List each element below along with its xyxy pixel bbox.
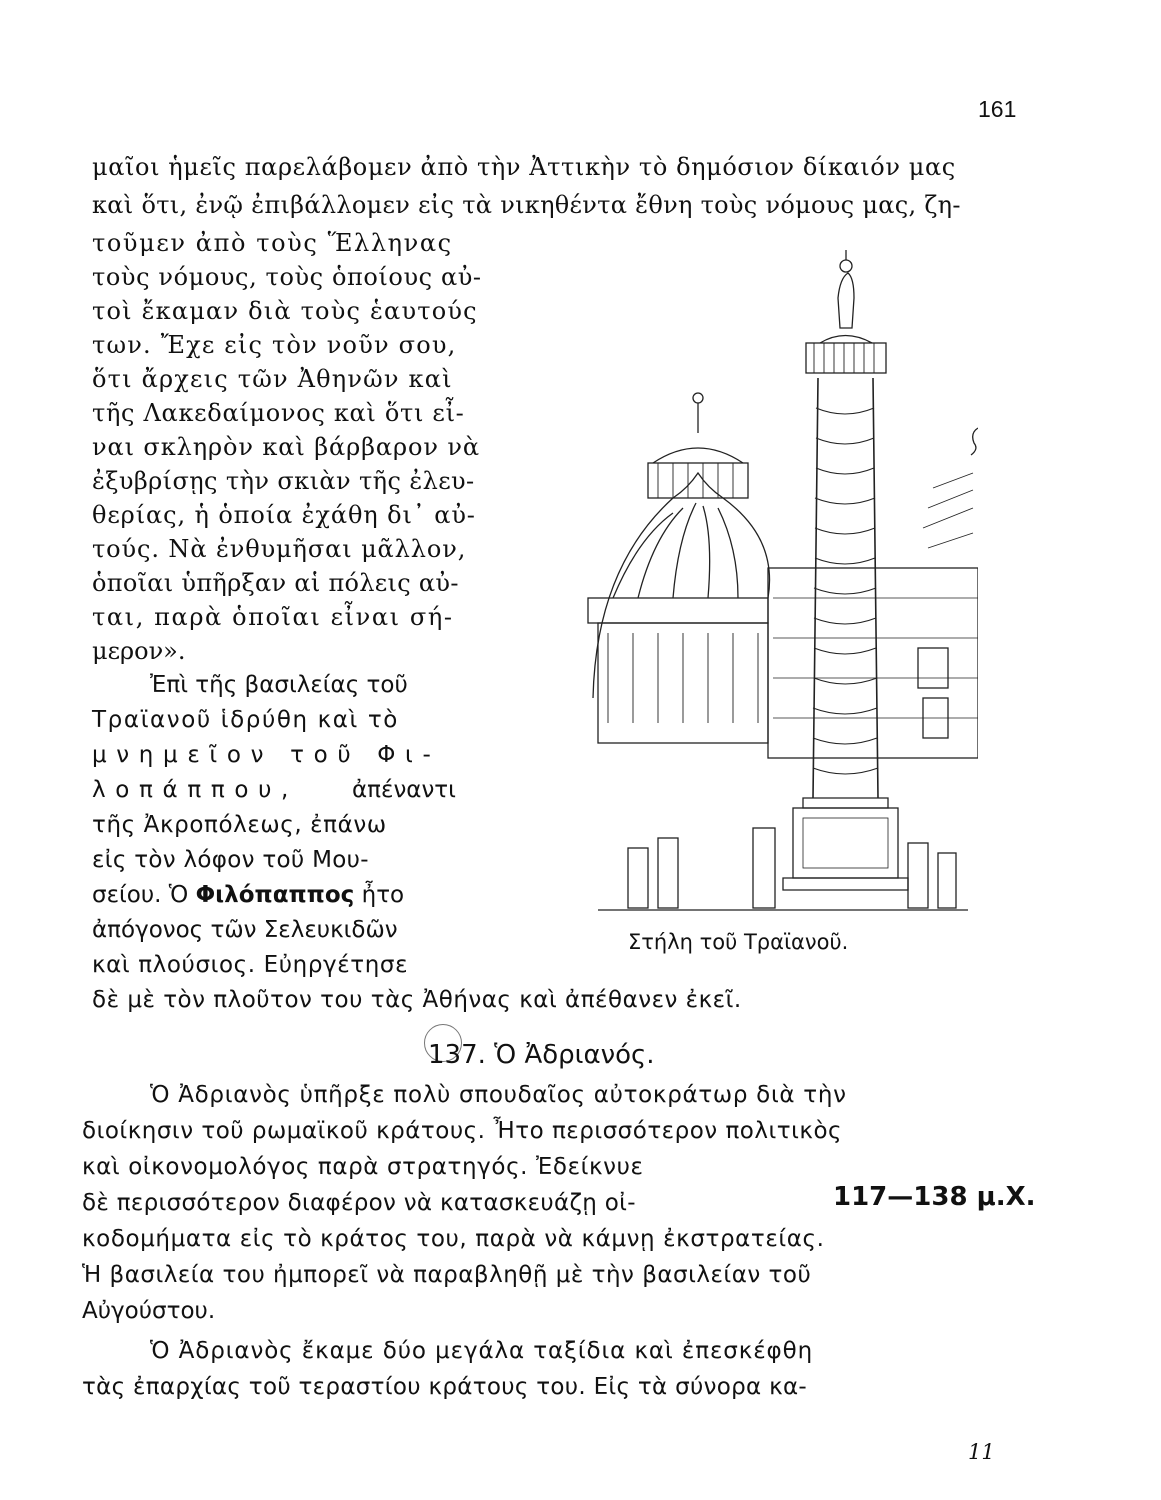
text-line: μαῖοι ἡμεῖς παρελάβομεν ἀπὸ τὴν Ἀττικὴν τὸ δημόσιον δίκαιόν μας bbox=[92, 153, 956, 181]
text-line bbox=[92, 880, 404, 910]
text-line: θερίας, ἡ ὁποία ἐχάθη δι᾽ αὐ- bbox=[92, 501, 476, 529]
signature-sheet-number: 11 bbox=[968, 1440, 995, 1464]
page-number: 161 bbox=[978, 96, 1017, 122]
section-number: 137. bbox=[428, 1040, 486, 1070]
text-line: Αὐγούστου. bbox=[82, 1298, 216, 1324]
text-line: ἐξυβρίσῃς τὴν σκιὰν τῆς ἐλευ- bbox=[92, 467, 475, 495]
text-line: Ἡ βασιλεία του ἠμπορεῖ νὰ παραβληθῇ μὲ τὴν βασιλείαν τοῦ bbox=[82, 1262, 812, 1288]
text-line: ἀπόγονος τῶν Σελευκιδῶν bbox=[92, 917, 398, 943]
text-line: Ἐπὶ τῆς βασιλείας τοῦ bbox=[150, 672, 408, 698]
figure-caption: Στήλη τοῦ Τραϊανοῦ. bbox=[628, 930, 849, 954]
text-line: διοίκησιν τοῦ ρωμαϊκοῦ κράτους. Ἦτο περισσότερον πολιτικὸς bbox=[82, 1118, 843, 1144]
text-line: καὶ οἰκονομολόγος παρὰ στρατηγός. Ἐδείκνυε bbox=[82, 1154, 644, 1180]
text-line: Τραϊανοῦ ἱδρύθη καὶ τὸ bbox=[92, 707, 399, 733]
text-line: Ὁ Ἀδριανὸς ὑπῆρξε πολὺ σπουδαῖος αὐτοκράτωρ διὰ τὴν bbox=[150, 1082, 847, 1108]
text-bold-name: Φιλόπαππος bbox=[195, 882, 355, 908]
date-range: 117—138 μ.Χ. bbox=[833, 1182, 1036, 1212]
text-before-bold: σείου. Ὁ bbox=[92, 882, 196, 908]
text-line: τούς. Νὰ ἐνθυμῆσαι μᾶλλον, bbox=[92, 535, 467, 563]
text-after-bold: ἦτο bbox=[354, 882, 405, 908]
text-line: των. Ἔχε εἰς τὸν νοῦν σου, bbox=[92, 331, 457, 359]
text-line: ται, παρὰ ὁποῖαι εἶναι σή- bbox=[92, 603, 454, 631]
section-title: Ὁ Ἀδριανός. bbox=[494, 1040, 655, 1070]
text-spaced: λοπάππου, bbox=[92, 777, 299, 803]
section-heading bbox=[428, 1040, 655, 1070]
trajan-column-illustration bbox=[578, 238, 978, 928]
text-line: τὰς ἐπαρχίας τοῦ τεραστίου κράτους του. Εἰς τὰ σύνορα κα- bbox=[82, 1374, 808, 1400]
text-line: δὲ μὲ τὸν πλοῦτον του τὰς Ἀθήνας καὶ ἀπέθανεν ἐκεῖ. bbox=[92, 987, 742, 1013]
text-line: μερον». bbox=[92, 637, 186, 665]
text-line: τῆς Ἀκροπόλεως, ἐπάνω bbox=[92, 812, 387, 838]
text-line: καὶ πλούσιος. Εὐηργέτησε bbox=[92, 952, 409, 978]
text-line: δὲ περισσότερον διαφέρον νὰ κατασκευάζῃ οἰ- bbox=[82, 1190, 636, 1216]
text-line-tail: ἀπέναντι bbox=[352, 777, 456, 803]
text-line: ναι σκληρὸν καὶ βάρβαρον νὰ bbox=[92, 433, 480, 461]
text-line: ὁποῖαι ὑπῆρξαν αἱ πόλεις αὐ- bbox=[92, 569, 459, 597]
text-line bbox=[92, 775, 298, 805]
text-line: τοὺς νόμους, τοὺς ὁποίους αὐ- bbox=[92, 263, 482, 291]
text-line: τῆς Λακεδαίμονος καὶ ὅτι εἶ- bbox=[92, 399, 465, 427]
text-line: Ὁ Ἀδριανὸς ἔκαμε δύο μεγάλα ταξίδια καὶ ἐπεσκέφθη bbox=[150, 1338, 814, 1364]
text-line: τοὶ ἔκαμαν διὰ τοὺς ἑαυτούς bbox=[92, 297, 478, 325]
text-line: εἰς τὸν λόφον τοῦ Μου- bbox=[92, 847, 369, 873]
text-line: τοῦμεν ἀπὸ τοὺς Ἕλληνας bbox=[92, 229, 453, 257]
text-line: καὶ ὅτι, ἐνῷ ἐπιβάλλομεν εἰς τὰ νικηθέντα ἔθνη τοὺς νόμους μας, ζη- bbox=[92, 191, 961, 219]
text-line: ὅτι ἄρχεις τῶν Ἀθηνῶν καὶ bbox=[92, 365, 453, 393]
text-line: μνημεῖον τοῦ Φι- bbox=[92, 742, 441, 768]
text-line: κοδομήματα εἰς τὸ κράτος του, παρὰ νὰ κάμνῃ ἐκστρατείας. bbox=[82, 1226, 825, 1252]
